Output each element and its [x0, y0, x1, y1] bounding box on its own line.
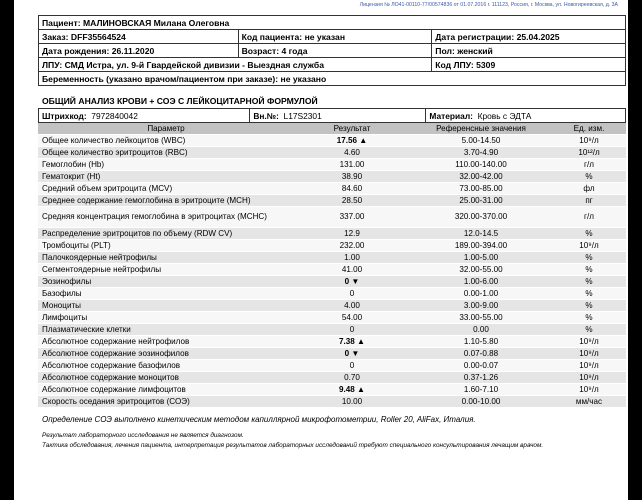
- result-ref: 1.60-7.10: [410, 384, 552, 396]
- result-result: 1.00: [294, 252, 410, 264]
- result-param: Распределение эритроцитов по объему (RDW CV): [38, 228, 294, 240]
- result-row: [38, 159, 626, 171]
- result-unit: %: [552, 324, 626, 336]
- result-result: 0 ▼: [294, 276, 410, 288]
- result-param: Гематокрит (Ht): [38, 171, 294, 183]
- result-result: 9.48 ▲: [294, 384, 410, 396]
- result-result: 131.00: [294, 159, 410, 171]
- result-param: Сегментоядерные нейтрофилы: [38, 264, 294, 276]
- result-ref: 0.00-0.07: [410, 360, 552, 372]
- result-param: Средняя концентрация гемоглобина в эритроцитах (MCHC): [38, 207, 294, 228]
- patient-code-cell: [238, 30, 432, 44]
- result-result: 0 ▼: [294, 348, 410, 360]
- material-value: Кровь с ЭДТА: [477, 110, 532, 121]
- patient-name-cell: [39, 16, 626, 30]
- result-ref: 110.00-140.00: [410, 159, 552, 171]
- result-row: [38, 372, 626, 384]
- barcode-value: 7972840042: [91, 110, 138, 121]
- result-unit: фл: [552, 183, 626, 195]
- reg-date: 25.04.2025: [516, 31, 560, 42]
- result-result: 337.00: [294, 207, 410, 228]
- col-header-result: Результат: [294, 123, 410, 135]
- result-param: Абсолютное содержание лимфоцитов: [38, 384, 294, 396]
- pregnancy-value: не указано: [280, 73, 327, 84]
- result-unit: мм/час: [552, 396, 626, 408]
- result-unit: 10⁹/л: [552, 348, 626, 360]
- result-ref: 32.00-55.00: [410, 264, 552, 276]
- result-result: 41.00: [294, 264, 410, 276]
- result-param: Гемоглобин (Hb): [38, 159, 294, 171]
- result-param: Скорость оседания эритроцитов (СОЭ): [38, 396, 294, 408]
- order-cell: [39, 30, 239, 44]
- result-ref: 1.00-6.00: [410, 276, 552, 288]
- result-result: 12.9: [294, 228, 410, 240]
- result-ref: 1.10-5.80: [410, 336, 552, 348]
- result-row: [38, 312, 626, 324]
- order-number: DFF35564524: [70, 31, 126, 42]
- result-result: 7.38 ▲: [294, 336, 410, 348]
- footnote-diagnosis: Результат лабораторного исследования не является диагнозом.: [42, 432, 244, 439]
- result-unit: 10⁹/л: [552, 240, 626, 252]
- result-result: 232.00: [294, 240, 410, 252]
- lpu-cell: [39, 58, 432, 72]
- result-result: 54.00: [294, 312, 410, 324]
- pregnancy-label: Беременность (указано врачом/пациентом при заказе):: [42, 73, 279, 84]
- result-unit: %: [552, 264, 626, 276]
- birth-date: 26.11.2020: [111, 45, 155, 56]
- result-row: [38, 276, 626, 288]
- result-unit: %: [552, 312, 626, 324]
- result-unit: г/л: [552, 207, 626, 228]
- pregnancy-cell: [39, 72, 626, 86]
- result-row: [38, 228, 626, 240]
- result-result: 38.90: [294, 171, 410, 183]
- age-value: 4 года: [281, 45, 308, 56]
- result-param: Эозинофилы: [38, 276, 294, 288]
- lpu-value: СМД Истра, ул. 9-й Гвардейской дивизии - Выездная служба: [64, 59, 324, 70]
- col-header-ref: Референсные значения: [410, 123, 552, 135]
- result-unit: %: [552, 171, 626, 183]
- result-row: [38, 195, 626, 207]
- result-row: [38, 171, 626, 183]
- result-param: Палочкоядерные нейтрофилы: [38, 252, 294, 264]
- birth-label: Дата рождения:: [42, 45, 110, 56]
- result-ref: 5.00-14.50: [410, 135, 552, 147]
- result-ref: 3.70-4.90: [410, 147, 552, 159]
- result-row: [38, 240, 626, 252]
- result-unit: %: [552, 276, 626, 288]
- col-header-unit: Ед. изм.: [552, 123, 626, 135]
- result-ref: 0.07-0.88: [410, 348, 552, 360]
- result-ref: 73.00-85.00: [410, 183, 552, 195]
- result-row: [38, 324, 626, 336]
- result-param: Абсолютное содержание эозинофилов: [38, 348, 294, 360]
- result-param: Абсолютное содержание моноцитов: [38, 372, 294, 384]
- result-ref: 25.00-31.00: [410, 195, 552, 207]
- report-sheet: [14, 0, 628, 500]
- result-param: Базофилы: [38, 288, 294, 300]
- result-row: [38, 384, 626, 396]
- result-unit: пг: [552, 195, 626, 207]
- result-unit: %: [552, 252, 626, 264]
- result-ref: 3.00-9.00: [410, 300, 552, 312]
- inner-number-cell: [250, 109, 426, 123]
- result-param: Средний объем эритроцита (MCV): [38, 183, 294, 195]
- lpu-code-label: Код ЛПУ:: [435, 59, 474, 70]
- patient-code-label: Код пациента:: [241, 31, 303, 42]
- result-ref: 1.00-5.00: [410, 252, 552, 264]
- order-label: Заказ:: [42, 31, 69, 42]
- result-param: Абсолютное содержание нейтрофилов: [38, 336, 294, 348]
- result-row: [38, 336, 626, 348]
- result-row: [38, 183, 626, 195]
- result-result: 17.56 ▲: [294, 135, 410, 147]
- result-unit: 10⁹/л: [552, 384, 626, 396]
- result-result: 0: [294, 288, 410, 300]
- result-row: [38, 264, 626, 276]
- sex-value: женский: [457, 45, 493, 56]
- result-ref: 189.00-394.00: [410, 240, 552, 252]
- result-ref: 12.0-14.5: [410, 228, 552, 240]
- sample-ids-table: [38, 108, 626, 123]
- result-result: 0.70: [294, 372, 410, 384]
- barcode-label: Штрихкод:: [42, 110, 87, 121]
- result-row: [38, 288, 626, 300]
- reg-date-label: Дата регистрации:: [435, 31, 515, 42]
- result-row: [38, 135, 626, 147]
- license-line: Лицензия № ЛО41-00110-77/00574836 от 01.07.2016 г. 111123, Россия, г. Москва, ул. Новогиреевская, д. 3А: [359, 2, 618, 8]
- patient-name-label: Пациент:: [42, 17, 81, 28]
- sex-cell: [432, 44, 626, 58]
- result-unit: г/л: [552, 159, 626, 171]
- footnote-consult: Тактика обследования, лечения пациента, интерпретация результатов лабораторных исследований требуют специального консультирования лечащим врачом.: [42, 442, 544, 449]
- result-unit: %: [552, 288, 626, 300]
- col-header-param: Параметр: [38, 123, 294, 135]
- result-row: [38, 147, 626, 159]
- result-param: Абсолютное содержание базофилов: [38, 360, 294, 372]
- test-title: ОБЩИЙ АНАЛИЗ КРОВИ + СОЭ С ЛЕЙКОЦИТАРНОЙ ФОРМУЛОЙ: [42, 96, 318, 106]
- result-ref: 0.37-1.26: [410, 372, 552, 384]
- patient-info-table: [38, 15, 626, 86]
- result-result: 10.00: [294, 396, 410, 408]
- results-header-row: [38, 123, 626, 135]
- result-ref: 32.00-42.00: [410, 171, 552, 183]
- result-param: Общее количество лейкоцитов (WBC): [38, 135, 294, 147]
- birth-cell: [39, 44, 239, 58]
- result-unit: %: [552, 228, 626, 240]
- result-unit: 10⁹/л: [552, 336, 626, 348]
- inner-number-value: L17S2301: [283, 110, 322, 121]
- result-unit: 10¹²/л: [552, 147, 626, 159]
- result-result: 84.60: [294, 183, 410, 195]
- result-row: [38, 360, 626, 372]
- result-param: Тромбоциты (PLT): [38, 240, 294, 252]
- patient-code: не указан: [304, 31, 346, 42]
- result-param: Общее количество эритроцитов (RBC): [38, 147, 294, 159]
- result-result: 0: [294, 324, 410, 336]
- results-table: [38, 123, 626, 408]
- reg-date-cell: [432, 30, 626, 44]
- result-result: 0: [294, 360, 410, 372]
- result-unit: 10⁹/л: [552, 360, 626, 372]
- age-cell: [238, 44, 432, 58]
- result-ref: 33.00-55.00: [410, 312, 552, 324]
- result-param: Плазматические клетки: [38, 324, 294, 336]
- method-note: Определение СОЭ выполнено кинетическим методом капиллярной микрофотометрии, Roller 20, AliFax, Италия.: [42, 415, 476, 424]
- result-unit: 10⁹/л: [552, 372, 626, 384]
- lpu-code-cell: [432, 58, 626, 72]
- material-cell: [426, 109, 626, 123]
- sex-label: Пол:: [435, 45, 455, 56]
- inner-number-label: Вн.№:: [253, 110, 279, 121]
- result-ref: 0.00: [410, 324, 552, 336]
- result-ref: 320.00-370.00: [410, 207, 552, 228]
- result-result: 28.50: [294, 195, 410, 207]
- result-unit: %: [552, 300, 626, 312]
- result-row: [38, 252, 626, 264]
- result-row: [38, 300, 626, 312]
- result-param: Лимфоциты: [38, 312, 294, 324]
- result-param: Моноциты: [38, 300, 294, 312]
- material-label: Материал:: [429, 110, 473, 121]
- age-label: Возраст:: [241, 45, 280, 56]
- result-unit: 10⁹/л: [552, 135, 626, 147]
- result-row: [38, 396, 626, 408]
- result-ref: 0.00-1.00: [410, 288, 552, 300]
- lpu-label: ЛПУ:: [42, 59, 63, 70]
- result-row: [38, 207, 626, 228]
- lpu-code: 5309: [476, 59, 496, 70]
- result-param: Среднее содержание гемоглобина в эритроците (MCH): [38, 195, 294, 207]
- result-result: 4.00: [294, 300, 410, 312]
- barcode-cell: [39, 109, 250, 123]
- result-ref: 0.00-10.00: [410, 396, 552, 408]
- result-row: [38, 348, 626, 360]
- result-result: 4.60: [294, 147, 410, 159]
- patient-name: МАЛИНОВСКАЯ Милана Олеговна: [82, 17, 230, 28]
